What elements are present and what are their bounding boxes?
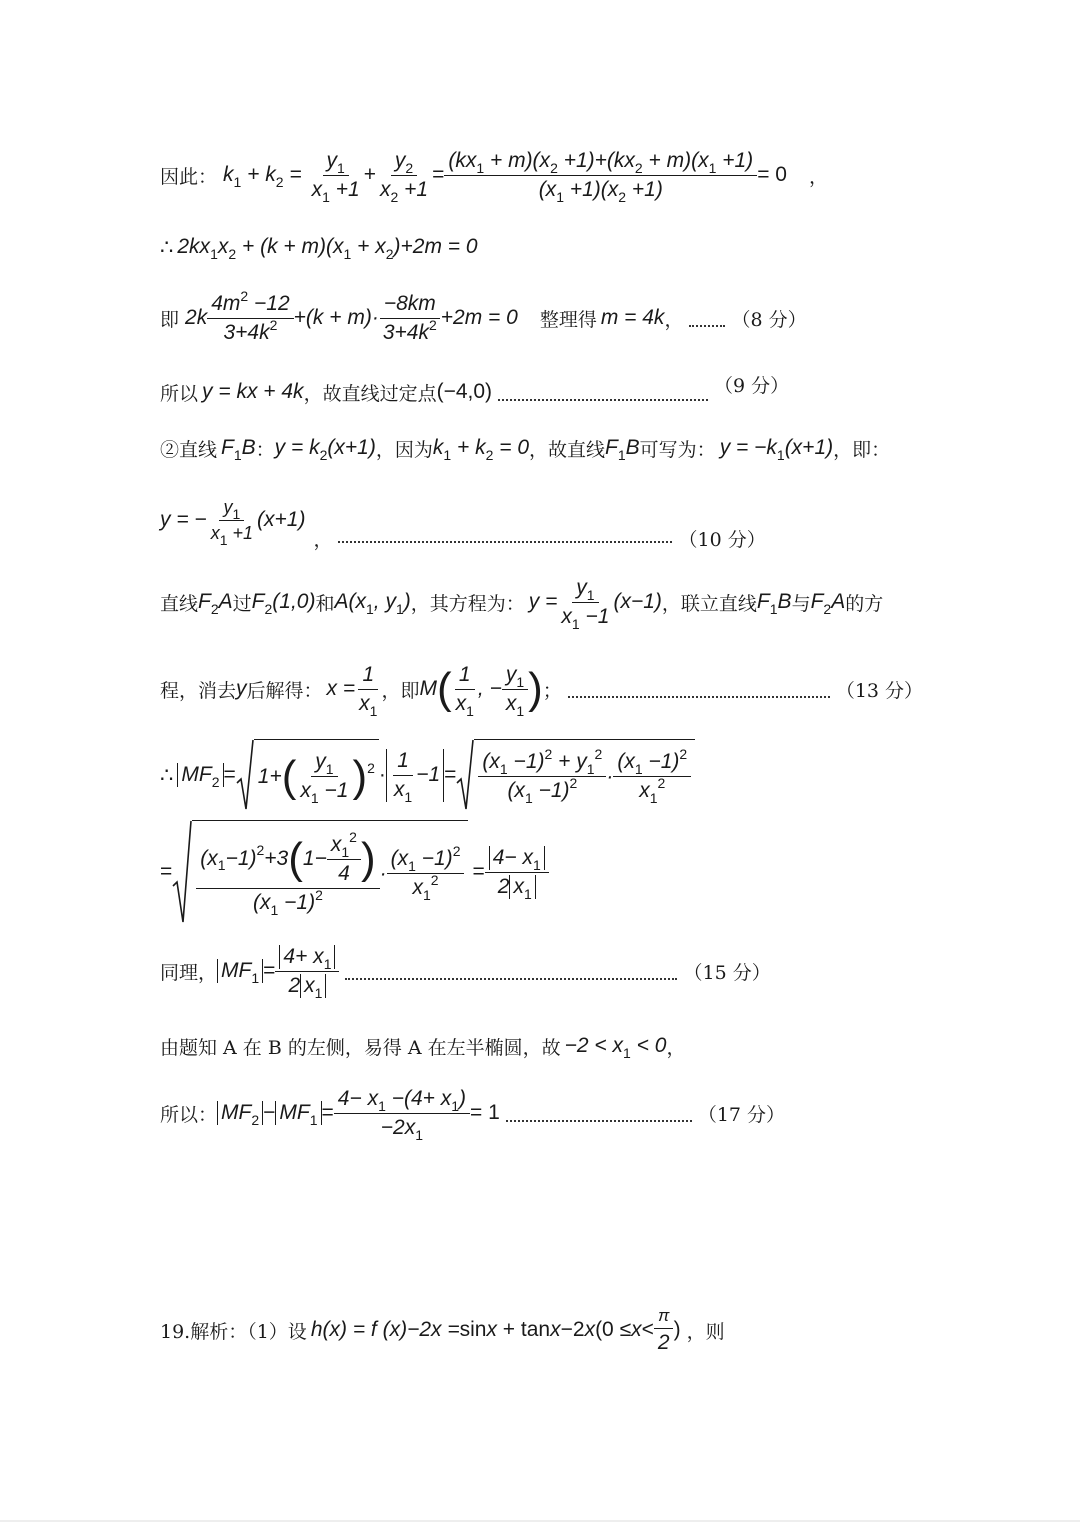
text-passes: 过 — [232, 592, 252, 615]
text-label: 同理， — [160, 961, 218, 984]
text-semicolon: ； — [542, 679, 562, 702]
text-can-write: 可写为： — [639, 438, 716, 461]
score-13: （13 分） — [835, 679, 924, 702]
text-comma: ， — [666, 1036, 686, 1059]
text-with: 与 — [791, 592, 811, 615]
question-19-label: 19.解析：（1）设 — [160, 1320, 307, 1343]
text-namely: ，即： — [833, 438, 891, 461]
text-equation-is: ，其方程为： — [410, 592, 525, 615]
line-fixed-point: 所以 y = kx + 4k ，故直线过定点 (−4,0) （9 分） — [160, 376, 789, 408]
score-10: （10 分） — [678, 528, 766, 551]
text-of: 的方 — [845, 592, 884, 615]
line-range: 由题知 A 在 B 的左侧，易得 A 在左半椭圆，故 $-2 < x_1 < 0$ ， — [160, 1034, 686, 1061]
line-f1b: ②直线 $F_1B$ ： $y = k_2(x+1)$ ，因为 $k_1 + k_2 = 0$ ，故直线 $F_1B$ 可写为： $y = -k_1(x+1)$ ，即： — [160, 436, 891, 463]
score-8: （8 分） — [731, 308, 807, 331]
text-solve: 后解得： — [246, 679, 323, 702]
text-label: 即 — [160, 308, 180, 331]
text-label: 所以 — [160, 382, 199, 405]
page-bottom-divider — [0, 1520, 1080, 1522]
line-mf1: 同理， $MF_1$ = $\frac{4+ x_1}{2 x_1}$ （15 分） — [160, 944, 771, 1001]
text-label: 因此： — [160, 165, 218, 188]
text-combine: ，联立直线 — [661, 592, 757, 615]
therefore-symbol: ∴ — [160, 235, 174, 259]
text-condition: 由题知 A 在 B 的左侧，易得 A 在左半椭圆，故 — [160, 1036, 561, 1059]
line-point-m: 程，消去 y 后解得： x = $\frac{1}{x_1}$ ，即 M ( $\frac{1}{x_1}$ , − $\frac{y_1}{x_1}$ ) ； （13 分） — [160, 662, 924, 719]
line-f2a: 直线 $F_2A$ 过 $F_2(1,0)$ 和 $A(x_1$, $y_1$) ，其方程为： y = $\frac{y_1}{x_1 -1}$ (x−1) ，联立直线 $F_1B$ 与 $F_2A$ 的方 — [160, 575, 884, 632]
score-9: （9 分） — [714, 374, 790, 397]
score-15: （15 分） — [683, 961, 771, 984]
text-namely: ，即 — [381, 679, 420, 702]
text-label: ②直线 — [160, 438, 218, 461]
text-because: ，因为 — [375, 438, 433, 461]
line-f1b-equation: y = − $\frac{y_1}{x_1 +1}$ (x+1) ， （10 分） — [160, 496, 766, 551]
text-so-line: ，故直线 — [529, 438, 606, 461]
text-label: 所以： — [160, 1103, 218, 1126]
text-and: 和 — [315, 592, 335, 615]
score-17: （17 分） — [697, 1103, 786, 1126]
text-fixed-point: ，故直线过定点 — [303, 382, 437, 405]
text-label: 程，消去 — [160, 679, 237, 702]
text-comma: ， — [808, 165, 828, 188]
line-mf2-1: ∴ $MF_2$ = 1+ ( $\frac{y_1}{x_1 -1}$ ) 2 · $\frac{1}{x_1}$ −1 = $\frac{(x_1 -1)^2 + y_1^2}{(x_1 -1)^2}$ · $\frac{(x_1 -1)^2}{x_1^2}$ — [160, 738, 695, 812]
text-label: 直线 — [160, 592, 199, 615]
line-k1-plus-k2: 因此： $k_1 + k_2$ = $\frac{y_1}{x_1 +1}$ + $\frac{y_2}{x_2 +1}$ = $\frac{(kx_1 + m)(x_2 +1)+(kx_2 + m)(x_1 +1)}{(x_1 +1)(x_2 +1)}$ = 0 ， — [160, 148, 828, 205]
text-then: ，则 — [686, 1320, 725, 1343]
line-question-19: 19.解析：（1）设 h(x) = f (x)−2x = sin x + tan x −2 x (0 ≤ x < $\frac{\pi}{2}$ ) ，则 — [160, 1305, 725, 1354]
line-equation-2: ∴ $2kx_1x_2 + (k + m)(x_1 + x_2)+2m = 0$ — [160, 235, 478, 262]
line-difference: 所以： $MF_2$ − $MF_1$ = $\frac{4- x_1 -(4+ x_1)}{-2x_1}$ = 1 （17 分） — [160, 1086, 786, 1143]
line-mf2-2: = (x 1 −1) 2 +3 ( 1− $\frac{x_1^2}{4}$ ) $(x_1 -1)^2$ · $\frac{(x_1 -1)^2}{x_1^2}$ = $\frac{4- x_1}{2 x_1}$ — [160, 820, 549, 924]
text-rearrange: 整理得 — [539, 308, 597, 331]
line-equation-3: 即 2k $\frac{4m^2 -12}{3+4k^2}$ +(k + m)· $\frac{-8km}{3+4k^2}$ +2m = 0 整理得 m = 4k ， （8 分） — [160, 287, 807, 344]
